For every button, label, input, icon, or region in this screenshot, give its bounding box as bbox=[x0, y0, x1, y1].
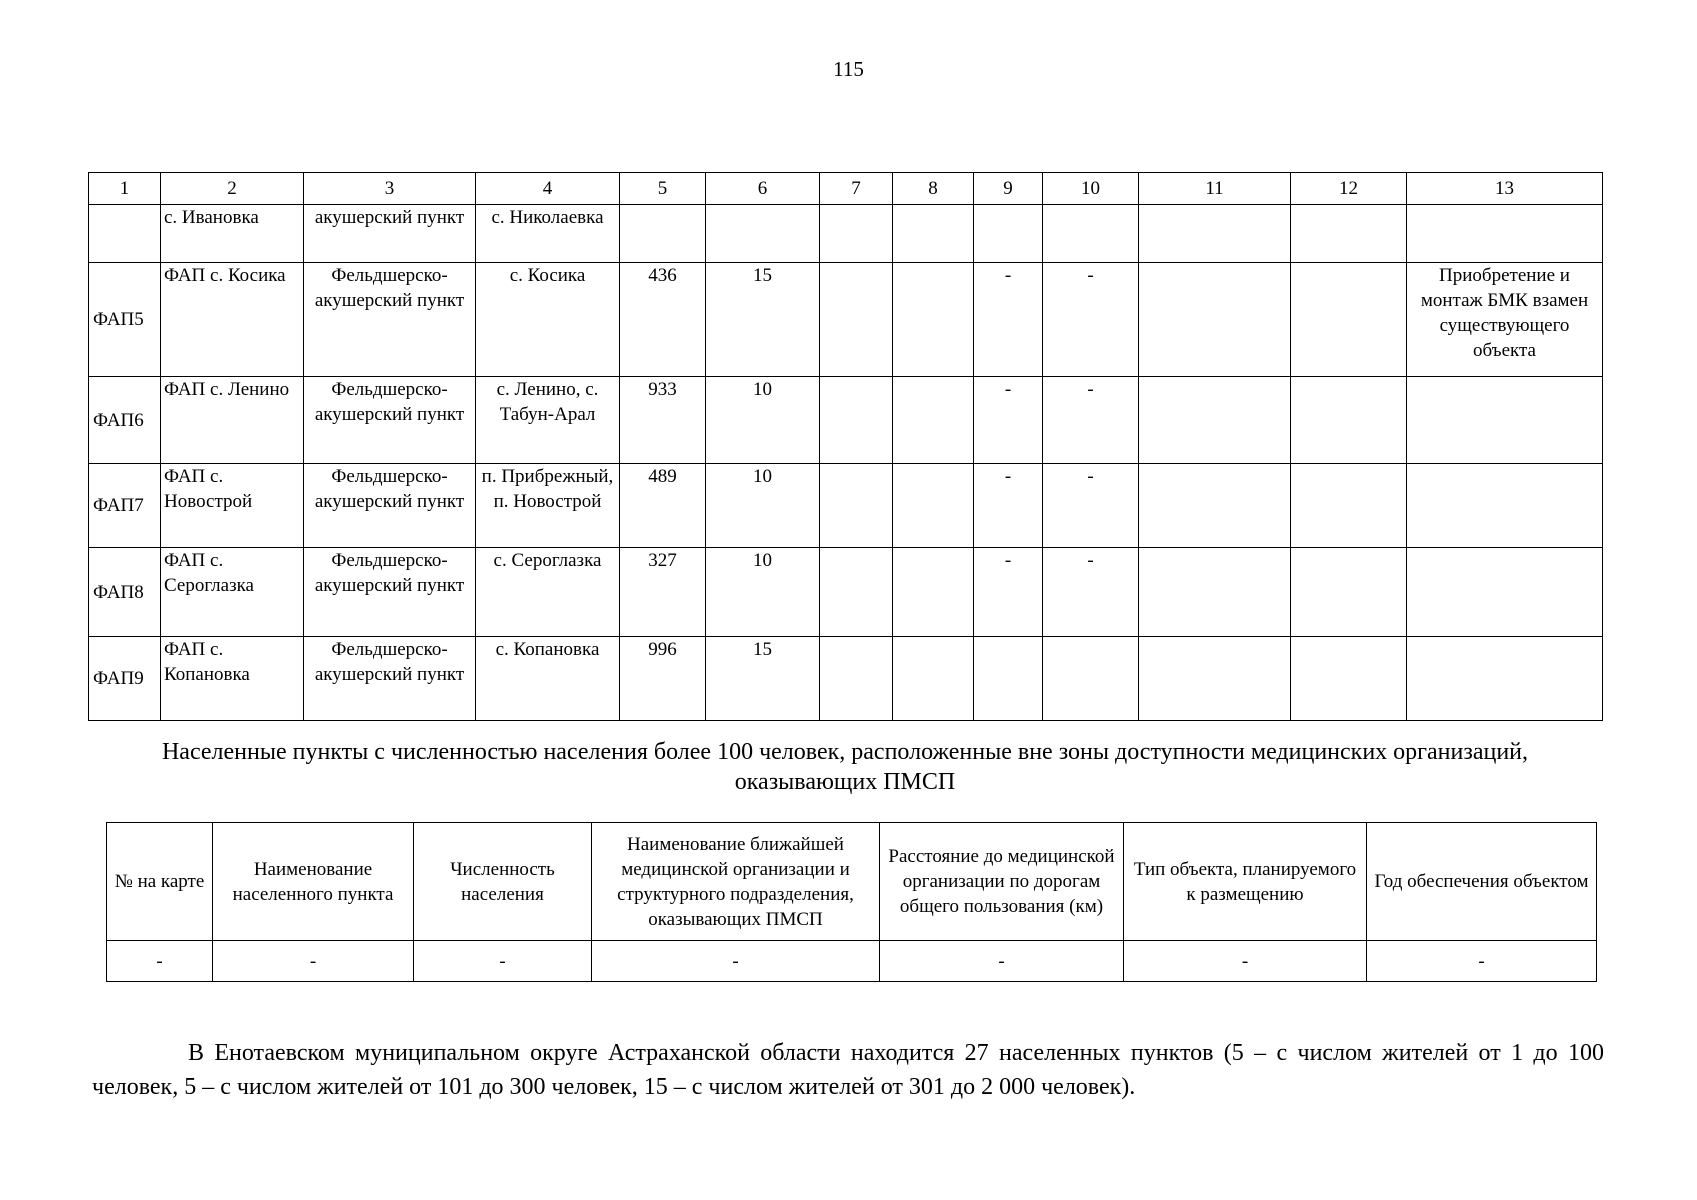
table-cell: - bbox=[592, 941, 880, 982]
note-cell bbox=[1407, 637, 1603, 721]
column-number: 4 bbox=[476, 173, 620, 205]
distance-cell: 15 bbox=[706, 263, 820, 377]
map-id-cell: ФАП9 bbox=[89, 637, 161, 721]
body-paragraph: В Енотаевском муниципальном округе Астраханской области находится 27 населенных пунктов (5 – с числом жителей от 1 до 100 человек, 5 – с числом жителей от 101 до 300 человек, 15 – с числом жителей от 301 до 2 000 человек). bbox=[92, 1040, 1604, 1100]
col9-cell: - bbox=[974, 464, 1043, 548]
population-cell: 327 bbox=[620, 548, 706, 637]
facility-type-cell: акушерский пункт bbox=[304, 205, 476, 263]
table-cell: - bbox=[1367, 941, 1597, 982]
table-row bbox=[89, 464, 1603, 548]
column-header: Тип объекта, планируемого к размещению bbox=[1124, 823, 1367, 941]
empty-cell bbox=[1291, 263, 1407, 377]
second-table-header-row bbox=[107, 823, 1597, 941]
column-header: Наименование ближайшей медицинской организации и структурного подразделения, оказывающих ПМСП bbox=[592, 823, 880, 941]
table-row bbox=[89, 263, 1603, 377]
column-header: Расстояние до медицинской организации по дорогам общего пользования (км) bbox=[880, 823, 1124, 941]
column-header: Год обеспечения объектом bbox=[1367, 823, 1597, 941]
column-number: 9 bbox=[974, 173, 1043, 205]
column-number: 2 bbox=[161, 173, 304, 205]
empty-cell bbox=[820, 637, 893, 721]
settlements-cell: с. Ленино, с. Табун-Арал bbox=[476, 377, 620, 464]
empty-cell bbox=[1139, 548, 1291, 637]
distance-cell bbox=[706, 205, 820, 263]
empty-cell bbox=[893, 548, 974, 637]
note-cell bbox=[1407, 548, 1603, 637]
population-cell: 996 bbox=[620, 637, 706, 721]
col9-cell: - bbox=[974, 377, 1043, 464]
col10-cell bbox=[1043, 637, 1139, 721]
facility-type-cell: Фельдшерско-акушерский пункт bbox=[304, 548, 476, 637]
facility-type-cell: Фельдшерско-акушерский пункт bbox=[304, 377, 476, 464]
empty-cell bbox=[820, 263, 893, 377]
table-cell: - bbox=[880, 941, 1124, 982]
col9-cell: - bbox=[974, 263, 1043, 377]
empty-cell bbox=[1291, 377, 1407, 464]
main-table bbox=[88, 172, 1603, 721]
table-cell: - bbox=[107, 941, 213, 982]
facility-type-cell: Фельдшерско-акушерский пункт bbox=[304, 263, 476, 377]
empty-cell bbox=[1291, 464, 1407, 548]
column-number: 8 bbox=[893, 173, 974, 205]
table-cell: - bbox=[414, 941, 592, 982]
col10-cell: - bbox=[1043, 464, 1139, 548]
note-cell bbox=[1407, 205, 1603, 263]
note-cell: Приобретение и монтаж БМК взамен существующего объекта bbox=[1407, 263, 1603, 377]
empty-cell bbox=[1291, 637, 1407, 721]
table-cell: - bbox=[1124, 941, 1367, 982]
column-number: 3 bbox=[304, 173, 476, 205]
note-cell bbox=[1407, 464, 1603, 548]
empty-cell bbox=[1139, 377, 1291, 464]
table-row bbox=[89, 548, 1603, 637]
empty-cell bbox=[1291, 205, 1407, 263]
population-cell: 489 bbox=[620, 464, 706, 548]
empty-cell bbox=[1139, 263, 1291, 377]
section-title: Населенные пункты с численностью населения более 100 человек, расположенные вне зоны доступности медицинских организаций, оказывающих ПМСП bbox=[161, 739, 1529, 795]
note-cell bbox=[1407, 377, 1603, 464]
column-number: 13 bbox=[1407, 173, 1603, 205]
settlements-cell: с. Сероглазка bbox=[476, 548, 620, 637]
col10-cell: - bbox=[1043, 377, 1139, 464]
settlements-cell: с. Копановка bbox=[476, 637, 620, 721]
facility-type-cell: Фельдшерско-акушерский пункт bbox=[304, 464, 476, 548]
population-cell: 933 bbox=[620, 377, 706, 464]
population-cell bbox=[620, 205, 706, 263]
distance-cell: 10 bbox=[706, 377, 820, 464]
column-number: 7 bbox=[820, 173, 893, 205]
empty-cell bbox=[820, 464, 893, 548]
column-number: 1 bbox=[89, 173, 161, 205]
table-row bbox=[89, 637, 1603, 721]
empty-cell bbox=[893, 464, 974, 548]
empty-cell bbox=[893, 637, 974, 721]
facility-name-cell: ФАП с. Ленино bbox=[161, 377, 304, 464]
empty-cell bbox=[820, 205, 893, 263]
map-id-cell: ФАП5 bbox=[89, 263, 161, 377]
empty-cell bbox=[1139, 464, 1291, 548]
map-id-cell: ФАП7 bbox=[89, 464, 161, 548]
settlements-outside-zone-table bbox=[106, 822, 1597, 982]
settlements-cell: с. Косика bbox=[476, 263, 620, 377]
empty-cell bbox=[1139, 205, 1291, 263]
facility-type-cell: Фельдшерско-акушерский пункт bbox=[304, 637, 476, 721]
col9-cell bbox=[974, 637, 1043, 721]
settlements-cell: п. Прибрежный, п. Новострой bbox=[476, 464, 620, 548]
column-header: № на карте bbox=[107, 823, 213, 941]
column-header: Численность населения bbox=[414, 823, 592, 941]
main-table-header-row bbox=[89, 173, 1603, 205]
distance-cell: 10 bbox=[706, 464, 820, 548]
table-row bbox=[107, 941, 1597, 982]
distance-cell: 15 bbox=[706, 637, 820, 721]
table-row bbox=[89, 205, 1603, 263]
column-header: Наименование населенного пункта bbox=[213, 823, 414, 941]
map-id-cell: ФАП8 bbox=[89, 548, 161, 637]
table-row bbox=[89, 377, 1603, 464]
empty-cell bbox=[1291, 548, 1407, 637]
col9-cell bbox=[974, 205, 1043, 263]
page-number: 115 bbox=[833, 57, 864, 81]
column-number: 10 bbox=[1043, 173, 1139, 205]
facility-name-cell: с. Ивановка bbox=[161, 205, 304, 263]
col10-cell: - bbox=[1043, 548, 1139, 637]
facility-name-cell: ФАП с. Сероглазка bbox=[161, 548, 304, 637]
column-number: 12 bbox=[1291, 173, 1407, 205]
facility-name-cell: ФАП с. Косика bbox=[161, 263, 304, 377]
column-number: 6 bbox=[706, 173, 820, 205]
empty-cell bbox=[893, 263, 974, 377]
column-number: 5 bbox=[620, 173, 706, 205]
facility-name-cell: ФАП с. Копановка bbox=[161, 637, 304, 721]
empty-cell bbox=[1139, 637, 1291, 721]
settlements-cell: с. Николаевка bbox=[476, 205, 620, 263]
facility-name-cell: ФАП с. Новострой bbox=[161, 464, 304, 548]
empty-cell bbox=[893, 377, 974, 464]
distance-cell: 10 bbox=[706, 548, 820, 637]
population-cell: 436 bbox=[620, 263, 706, 377]
empty-cell bbox=[893, 205, 974, 263]
map-id-cell: ФАП6 bbox=[89, 377, 161, 464]
col9-cell: - bbox=[974, 548, 1043, 637]
empty-cell bbox=[820, 548, 893, 637]
col10-cell bbox=[1043, 205, 1139, 263]
table-cell: - bbox=[213, 941, 414, 982]
map-id-cell bbox=[89, 205, 161, 263]
col10-cell: - bbox=[1043, 263, 1139, 377]
empty-cell bbox=[820, 377, 893, 464]
column-number: 11 bbox=[1139, 173, 1291, 205]
